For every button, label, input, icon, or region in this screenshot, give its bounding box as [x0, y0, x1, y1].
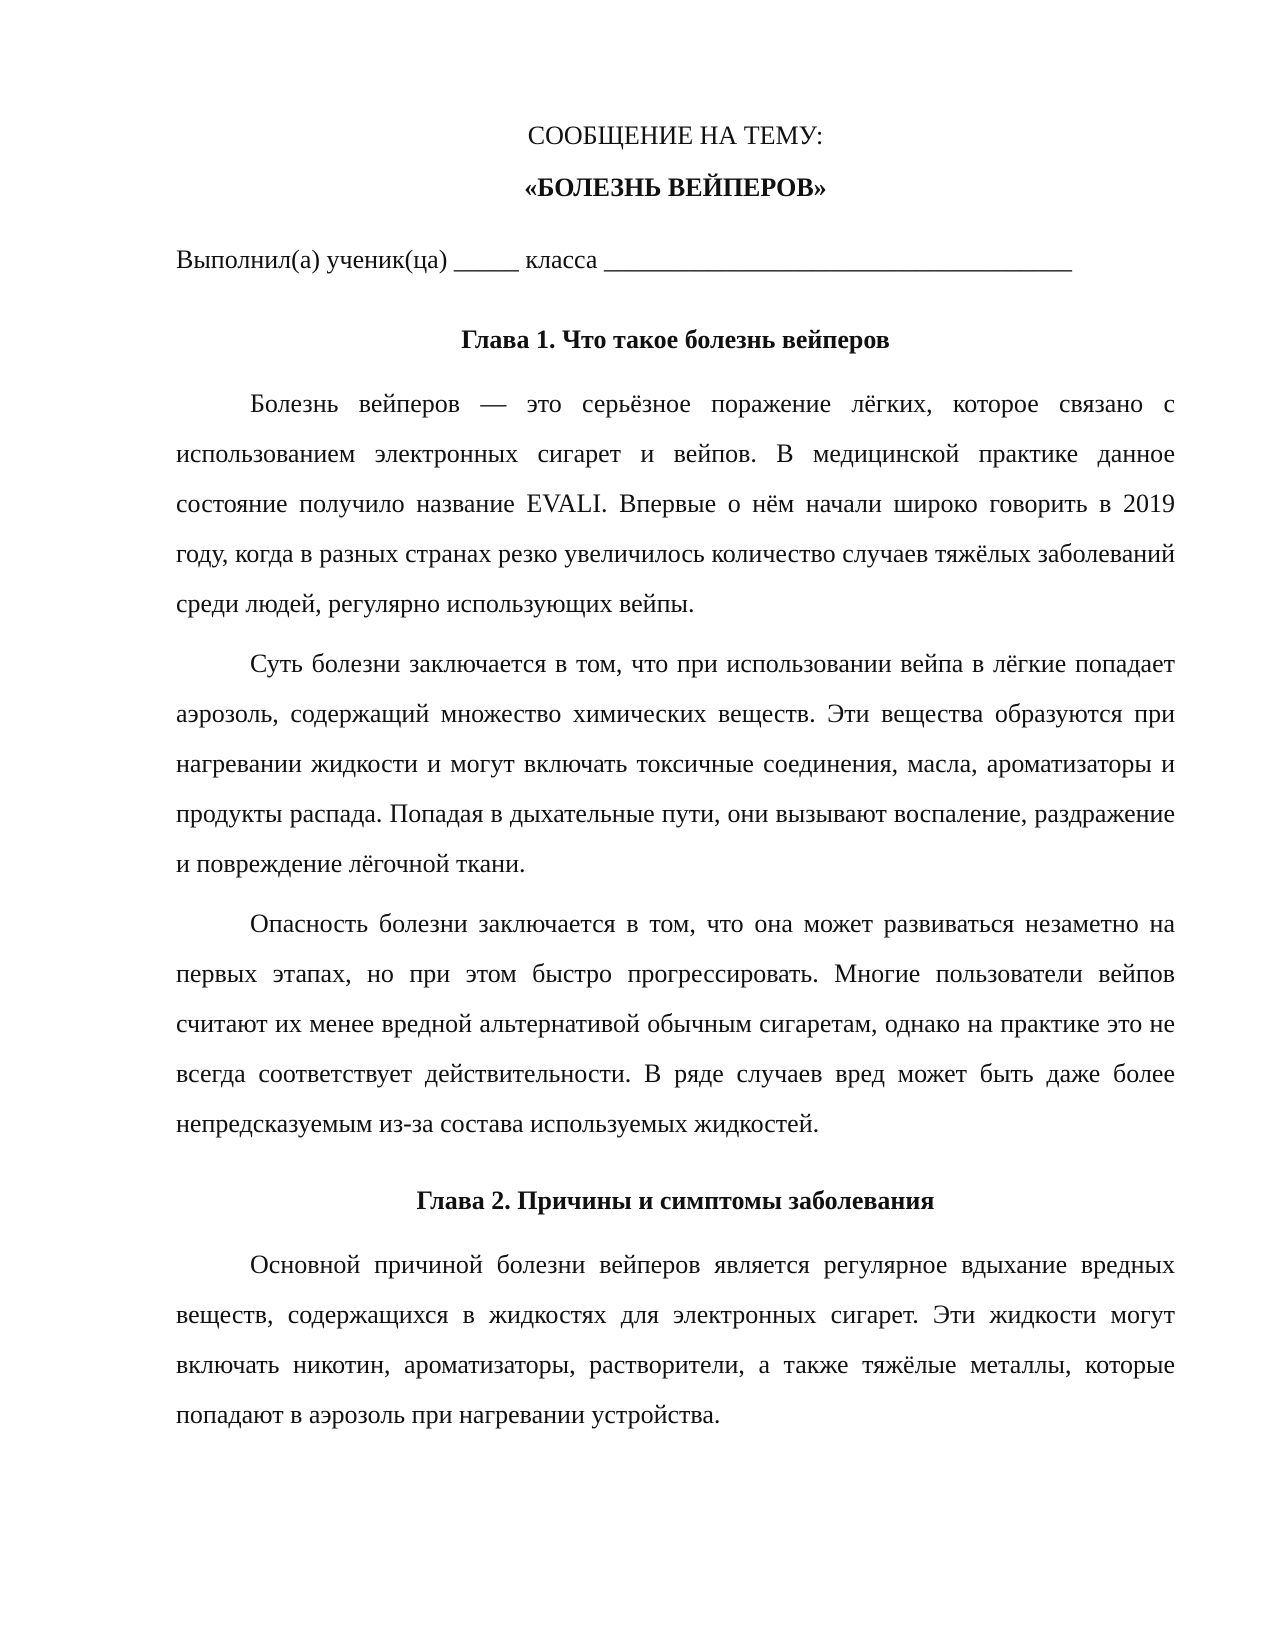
document-topic: СООБЩЕНИЕ НА ТЕМУ:: [527, 121, 824, 150]
chapter-2-paragraph-1: Основной причиной болезни вейперов является регулярное вдыхание вредных веществ, содержащихся в жидкостях для электронных сигарет. Эти жидкости могут включать никотин, ароматизаторы, растворители, а также тяжёлые металлы, которые попадают в аэрозоль при нагревании устройства.: [176, 1250, 1175, 1429]
author-line: Выполнил(а) ученик(ца) _____ класса ____________________________________: [176, 245, 1072, 274]
chapter-1-heading: Глава 1. Что такое болезнь вейперов: [461, 325, 890, 354]
document-page: [176, 110, 1175, 1440]
chapter-2: [176, 1185, 1175, 1440]
chapter-1-paragraph-1: Болезнь вейперов — это серьёзное поражение лёгких, которое связано с использованием электронных сигарет и вейпов. В медицинской практике данное состояние получило название EVALI. Впервые о нём начали широко говорить в 2019 году, когда в разных странах резко увеличилось количество случаев тяжёлых заболеваний среди людей, регулярно использующих вейпы.: [176, 389, 1175, 618]
document-title: «БОЛЕЗНЬ ВЕЙПЕРОВ»: [524, 173, 827, 202]
chapter-1-paragraph-2: Суть болезни заключается в том, что при использовании вейпа в лёгкие попадает аэрозоль, содержащий множество химических веществ. Эти вещества образуются при нагревании жидкости и могут включать токсичные соединения, масла, ароматизаторы и продукты распада. Попадая в дыхательные пути, они вызывают воспаление, раздражение и повреждение лёгочной ткани.: [176, 649, 1175, 878]
chapter-2-heading: Глава 2. Причины и симптомы заболевания: [416, 1186, 935, 1215]
chapter-1-paragraph-3: Опасность болезни заключается в том, что она может развиваться незаметно на первых этапах, но при этом быстро прогрессировать. Многие пользователи вейпов считают их менее вредной альтернативой обычным сигаретам, однако на практике это не всегда соответствует действительности. В ряде случаев вред может быть даже более непредсказуемым из-за состава используемых жидкостей.: [176, 909, 1175, 1138]
chapter-1: [176, 324, 1175, 1149]
